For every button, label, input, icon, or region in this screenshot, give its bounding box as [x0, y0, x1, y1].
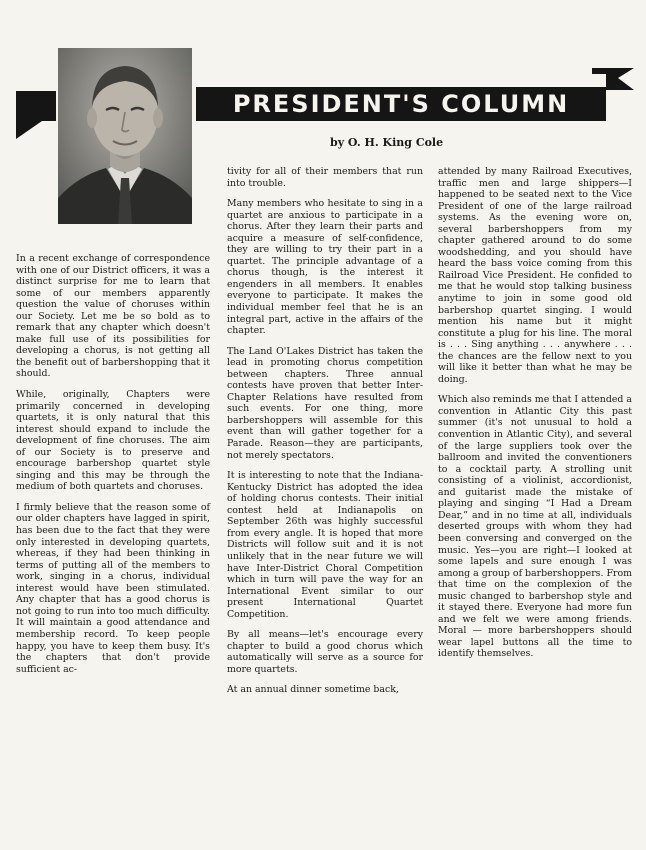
paragraph: While, originally, Chapters were primarily concerned in developing quartets, it is only natural that this interest should expand to include the development of fine choruses. The aim of our Society is to preserve and encourage barbershop quartet style singing and this may be through the medium of both quartets and choruses. [16, 389, 210, 493]
paragraph: By all means—let's encourage every chapter to build a good chorus which automatically will serve as a source for more quartets. [227, 629, 423, 675]
title-banner [196, 87, 606, 121]
banner-left-flag-icon [16, 121, 42, 139]
article-column-2 [227, 166, 423, 705]
byline: by O. H. King Cole [330, 136, 444, 149]
banner-right-flag-icon [592, 68, 634, 90]
paragraph: I firmly believe that the reason some of our older chapters have lagged in spirit, has been due to the fact that they were only interested in developing quartets, whereas, if they had been thinking in terms of putting all of the members to work, singing in a chorus, individual interest would have been stimulated. Any chapter that has a good chorus is not going to run into too much difficulty. It will maintain a good attendance and membership record. To keep people happy, you have to keep them busy. It's the chapters that don't provide sufficient ac- [16, 501, 210, 675]
portrait-photo [58, 48, 192, 224]
paragraph: attended by many Railroad Executives, traffic men and large shippers—I happened to be seated next to the Vice President of one of the large railroad systems. As the evening wore on, several barbershoppers from my chapter gathered around to do some woodshedding, and you should have heard the bass voice coming from this Railroad Vice President. He confided to me that he would stop talking business anytime to join in some good old barbershop quartet singing. I would mention his name but it might constitute a plug for his line. The moral is . . . Sing anything . . . anywhere . . . the chances are the fellow next to you will like it better than what he may be doing. [438, 166, 632, 385]
article-column-1 [16, 253, 210, 684]
paragraph: The Land O'Lakes District has taken the lead in promoting chorus competition between chapters. Three annual contests have proven that better Inter-Chapter Relations have resulted from such events. For one thing, more barbershoppers will assemble for this event than will gather together for a Parade. Reason—they are participants, not merely spectators. [227, 345, 423, 461]
paragraph: At an annual dinner sometime back, [227, 684, 399, 696]
banner-left-bar [16, 91, 56, 121]
page-title: PRESIDENT'S COLUMN [232, 90, 570, 118]
paragraph: In a recent exchange of correspondence with one of our District officers, it was a distinct surprise for me to learn that some of our members apparently question the value of choruses within our Society. Let me be so bold as to remark that any chapter which doesn't make full use of its possibilities for developing a chorus, is not getting all the benefit out of barbershopping that it should. [16, 253, 210, 380]
paragraph: Which also reminds me that I attended a convention in Atlantic City this past summer (it's not unusual to hold a convention in Atlantic City), and several of the large suppliers took over the ballroom and invited the conventioners to a cocktail party. A strolling unit consisting of a violinist, accordionist, and guitarist made the mistake of playing and singing “I Had a Dream Dear,” and in no time at all, individuals deserted groups with whom they had been conversing and converged on the music. Yes—you are right—I looked at some lapels and sure enough I was among a group of barbershoppers. From that time on the complexion of the music changed to barbershop style and it stayed there. Everyone had more fun and we felt we were among friends. Moral — more barbershoppers should wear lapel buttons all the time to identify themselves. [438, 394, 632, 660]
paragraph: tivity for all of their members that run into trouble. [227, 166, 423, 189]
article-column-3 [438, 166, 632, 669]
paragraph: Many members who hesitate to sing in a quartet are anxious to participate in a chorus. After they learn their parts and acquire a measure of self-confidence, they are willing to try their part in a quartet. The principle advantage of a chorus though, is the interest it engenders in all members. It enables everyone to participate. It makes the individual member feel that he is an integral part, active in the affairs of the chapter. [227, 198, 423, 337]
paragraph: It is interesting to note that the Indiana-Kentucky District has adopted the idea of holding chorus contests. Their initial contest held at Indianapolis on September 26th was highly successful from every angle. It is hoped that more Districts will follow suit and it is not unlikely that in the near future we will have Inter-District Choral Competition which in turn will pave the way for an International Event similar to our present International Quartet Competition. [227, 470, 423, 620]
